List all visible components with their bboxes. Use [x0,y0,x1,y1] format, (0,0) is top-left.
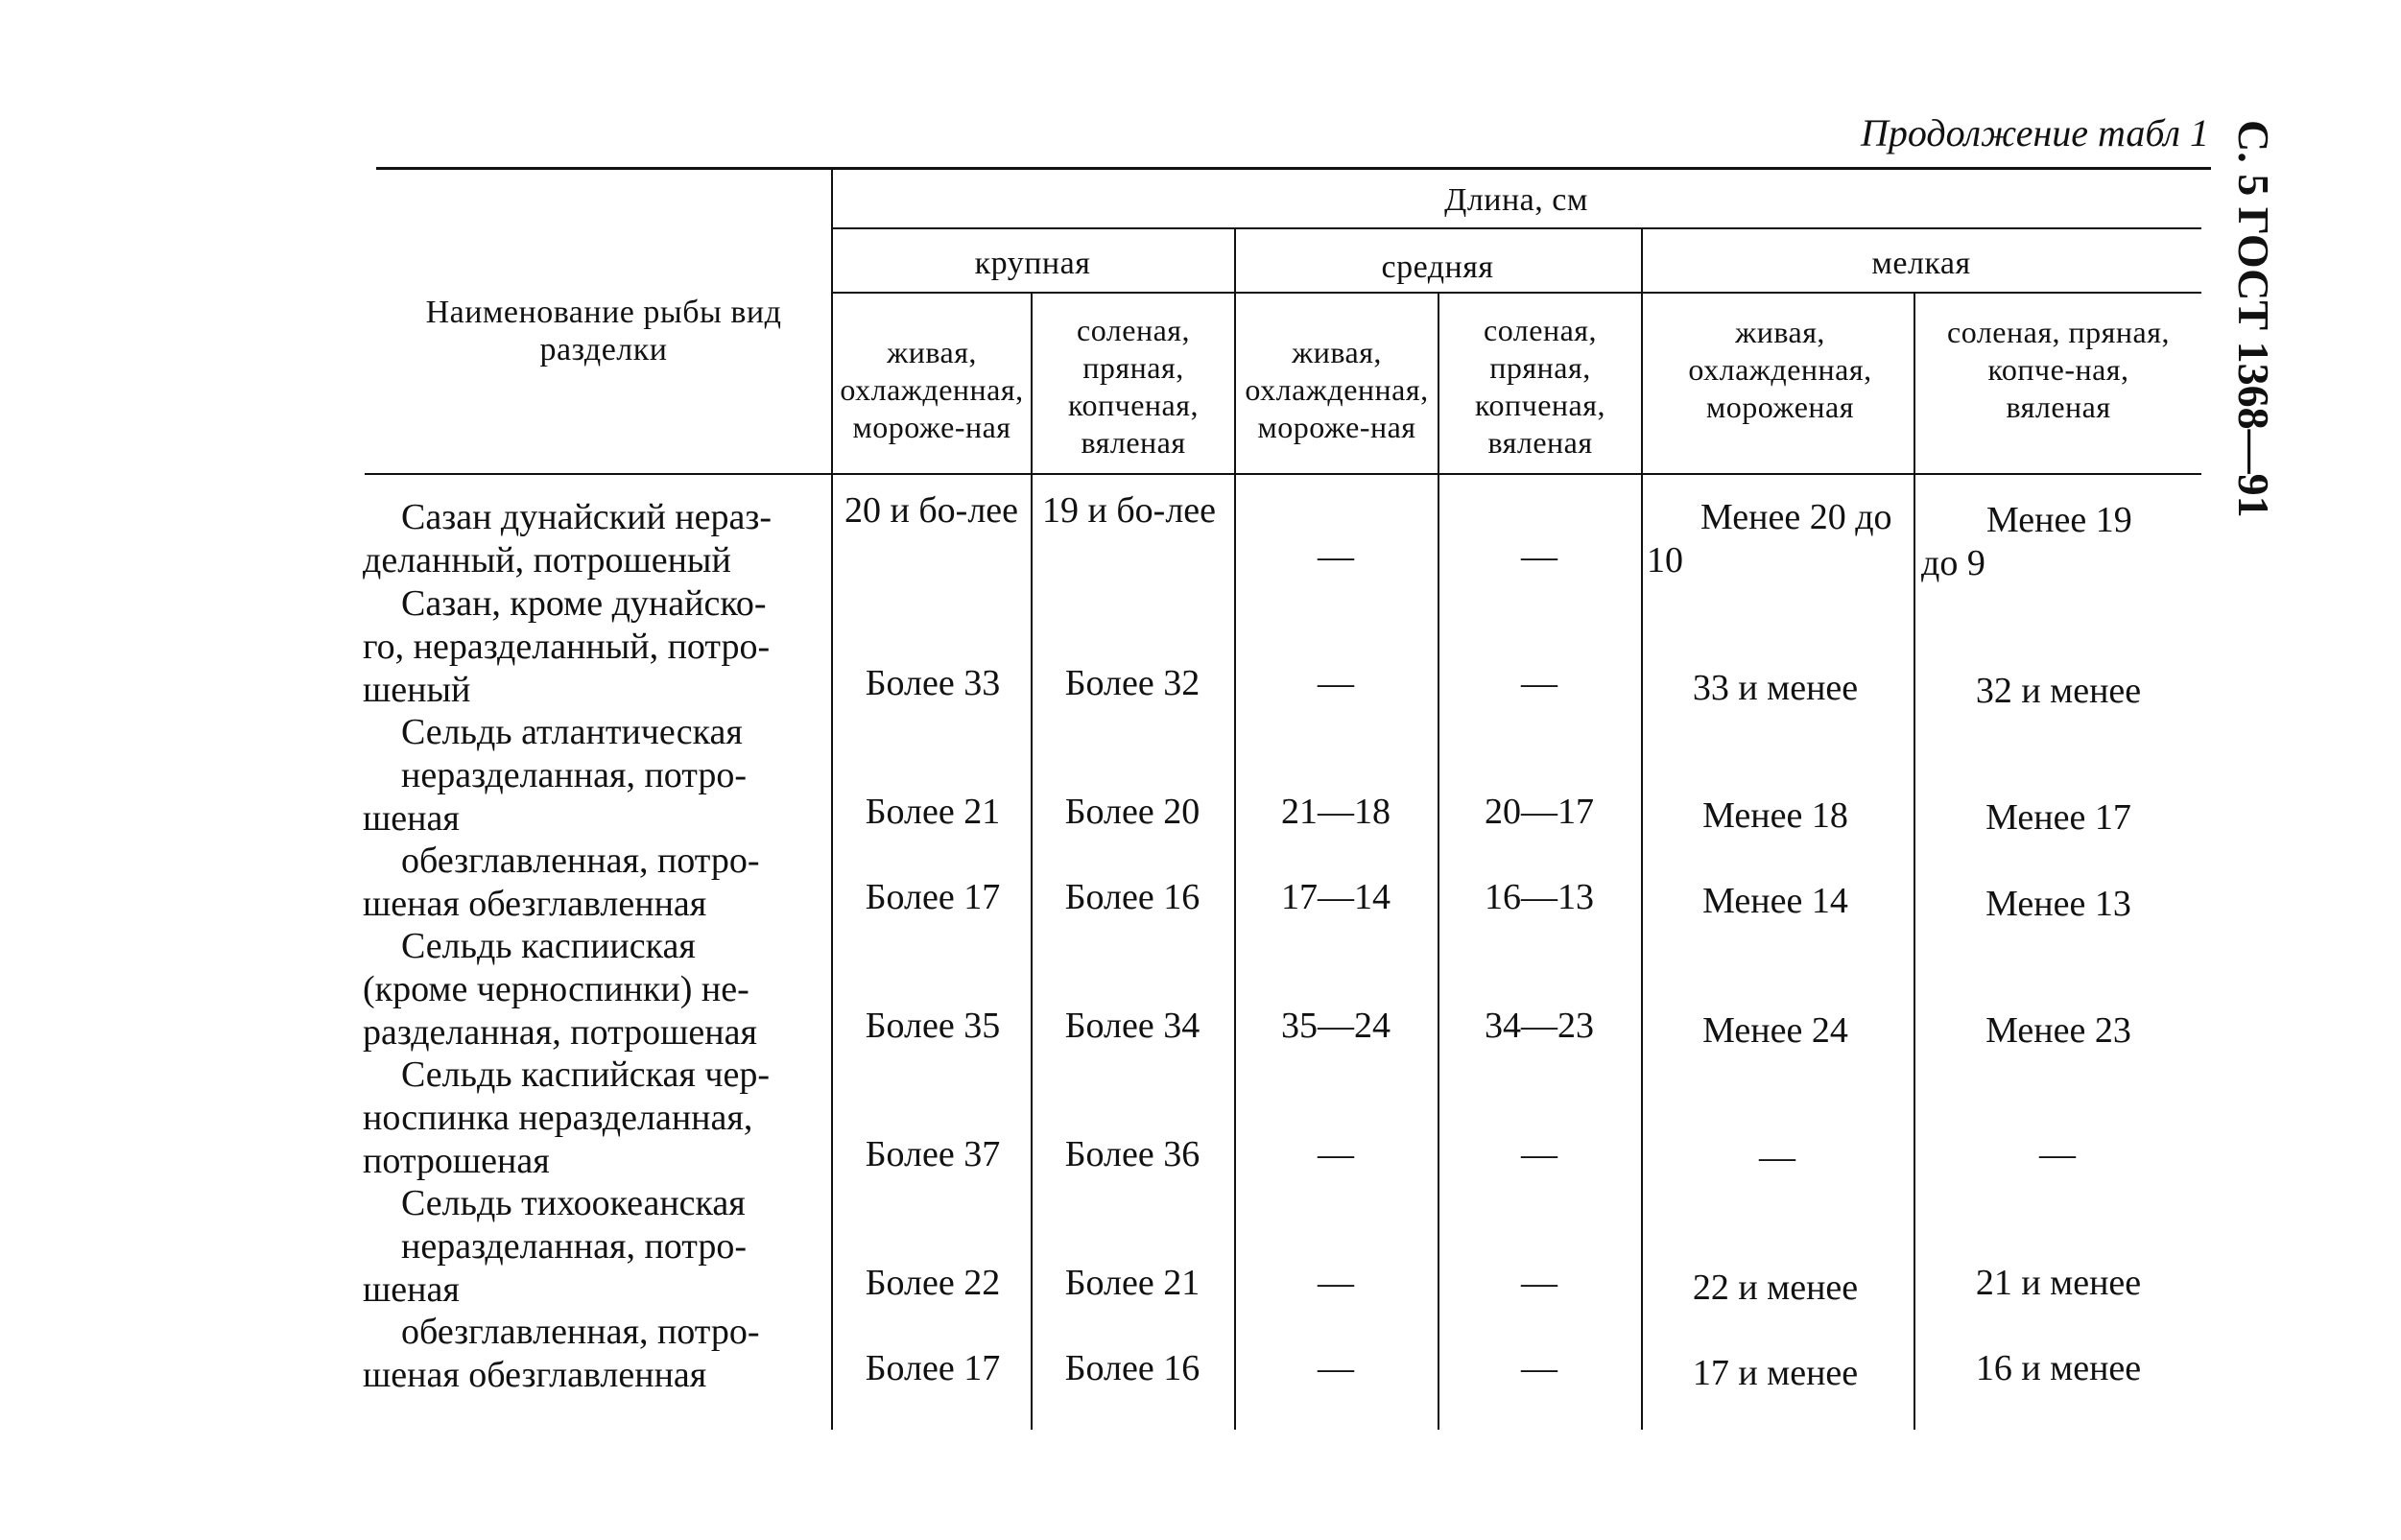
subheader-small-salted: соленая, пряная, копче-ная, вяленая [1947,314,2170,424]
row-1-small-live: Менее 20 до 10 [1647,497,1892,580]
row-4-medium-salted: 16—13 [1485,877,1594,917]
row-3-small-live: Менее 18 [1702,795,1848,836]
subheader-large-live: живая, охлажденная, мороже-ная [840,334,1024,444]
row-5-small-salted: Менее 23 [1985,1010,2131,1051]
fish-name-column-header: Наименование рыбы вид разделки [425,295,782,367]
row-3-small-salted: Менее 17 [1985,797,2131,838]
length-header-rule [831,227,2201,229]
col-divider-3 [1438,292,1439,1430]
row-8-large-salted: Более 16 [1064,1348,1200,1388]
subheader-medium-salted: соленая, пряная, копченая, вяленая [1475,313,1605,460]
row-5-small-live: Менее 24 [1702,1010,1848,1051]
row-4-large-salted: Более 16 [1064,877,1200,917]
subheader-small-live: живая, охлажденная, мороженая [1688,314,1872,424]
row-3-large-salted: Более 20 [1064,792,1200,832]
row-2-large-live: Более 33 [865,663,1001,703]
group-small-header: мелкая [1871,245,1971,281]
col-divider-name [831,169,833,1430]
row-2-medium-salted: — [1521,663,1557,703]
length-column-header: Длина, см [1444,181,1588,218]
row-6-small-live: — [1759,1137,1795,1177]
col-divider-4 [1641,227,1643,1430]
row-4-medium-live: 17—14 [1281,877,1391,917]
row-1-large-live: 20 и бо-лее [844,490,1019,531]
table-continuation-caption: Продолжение табл 1 [1860,111,2209,154]
row-8-small-salted: 16 и менее [1975,1348,2142,1388]
row-2-large-salted: Более 32 [1064,663,1200,703]
row-6-small-salted: — [2039,1134,2076,1174]
row-7-large-salted: Более 21 [1064,1263,1200,1303]
row-7-small-salted: 21 и менее [1975,1263,2142,1303]
row-8-name: обезглавленная, потро- шеная обезглавленная [363,1312,760,1395]
row-1-medium-live: — [1318,536,1354,577]
row-4-name: обезглавленная, потро- шеная обезглавленная [363,841,760,924]
row-7-name: Сельдь тихоокеанская неразделанная, потро- шеная [363,1183,747,1310]
row-8-medium-salted: — [1521,1348,1557,1388]
row-6-large-salted: Более 36 [1064,1134,1200,1174]
row-8-small-live: 17 и менее [1692,1353,1859,1393]
row-7-small-live: 22 и менее [1692,1268,1859,1308]
row-5-name: Сельдь каспииская (кроме черноспинки) не- разделанная, потрошеная [363,926,757,1053]
row-1-medium-salted: — [1521,536,1557,577]
row-6-medium-live: — [1318,1134,1354,1174]
row-2-small-live: 33 и менее [1692,668,1859,708]
subheader-large-salted: соленая, пряная, копченая, вяленая [1068,313,1199,460]
row-2-medium-live: — [1318,663,1354,703]
row-5-large-live: Более 35 [865,1006,1001,1046]
row-5-medium-salted: 34—23 [1485,1006,1594,1046]
row-7-medium-salted: — [1521,1263,1557,1303]
side-title-text: С. 5 ГОСТ 1368—91 [2229,120,2278,518]
row-6-medium-salted: — [1521,1134,1557,1174]
row-1-large-salted: 19 и бо-лее [1042,490,1217,531]
row-3-large-live: Более 21 [865,792,1001,832]
row-1-name: Сазан дунайский нераз- деланный, потрошеный [363,497,773,580]
group-medium-header: средняя [1381,249,1494,285]
row-7-medium-live: — [1318,1263,1354,1303]
group-large-header: крупная [974,245,1091,281]
row-3-medium-salted: 20—17 [1485,792,1594,832]
row-4-large-live: Более 17 [865,877,1001,917]
col-divider-5 [1914,292,1915,1430]
row-5-medium-live: 35—24 [1281,1006,1391,1046]
document-side-title [2229,120,2278,518]
row-6-name: Сельдь каспийская чер- носпинка неразделанная, потрошеная [363,1054,770,1181]
row-6-large-live: Более 37 [865,1134,1001,1174]
row-8-medium-live: — [1318,1348,1354,1388]
row-3-medium-live: 21—18 [1281,792,1391,832]
row-4-small-salted: Менее 13 [1985,884,2131,924]
col-divider-1 [1031,292,1033,1430]
subheader-medium-live: живая, охлажденная, мороже-ная [1245,334,1429,444]
row-7-large-live: Более 22 [865,1263,1001,1303]
row-3-name: Сельдь атлантическая неразделанная, потро- шеная [363,712,747,839]
row-2-name: Сазан, кроме дунайско- го, неразделанный, потро- шеный [363,583,771,710]
row-4-small-live: Менее 14 [1702,881,1848,921]
row-5-large-salted: Более 34 [1064,1006,1200,1046]
row-1-small-salted: Менее 19 до 9 [1921,500,2132,583]
row-8-large-live: Более 17 [865,1348,1001,1388]
table-top-rule [376,167,2211,170]
row-2-small-salted: 32 и менее [1975,671,2142,711]
